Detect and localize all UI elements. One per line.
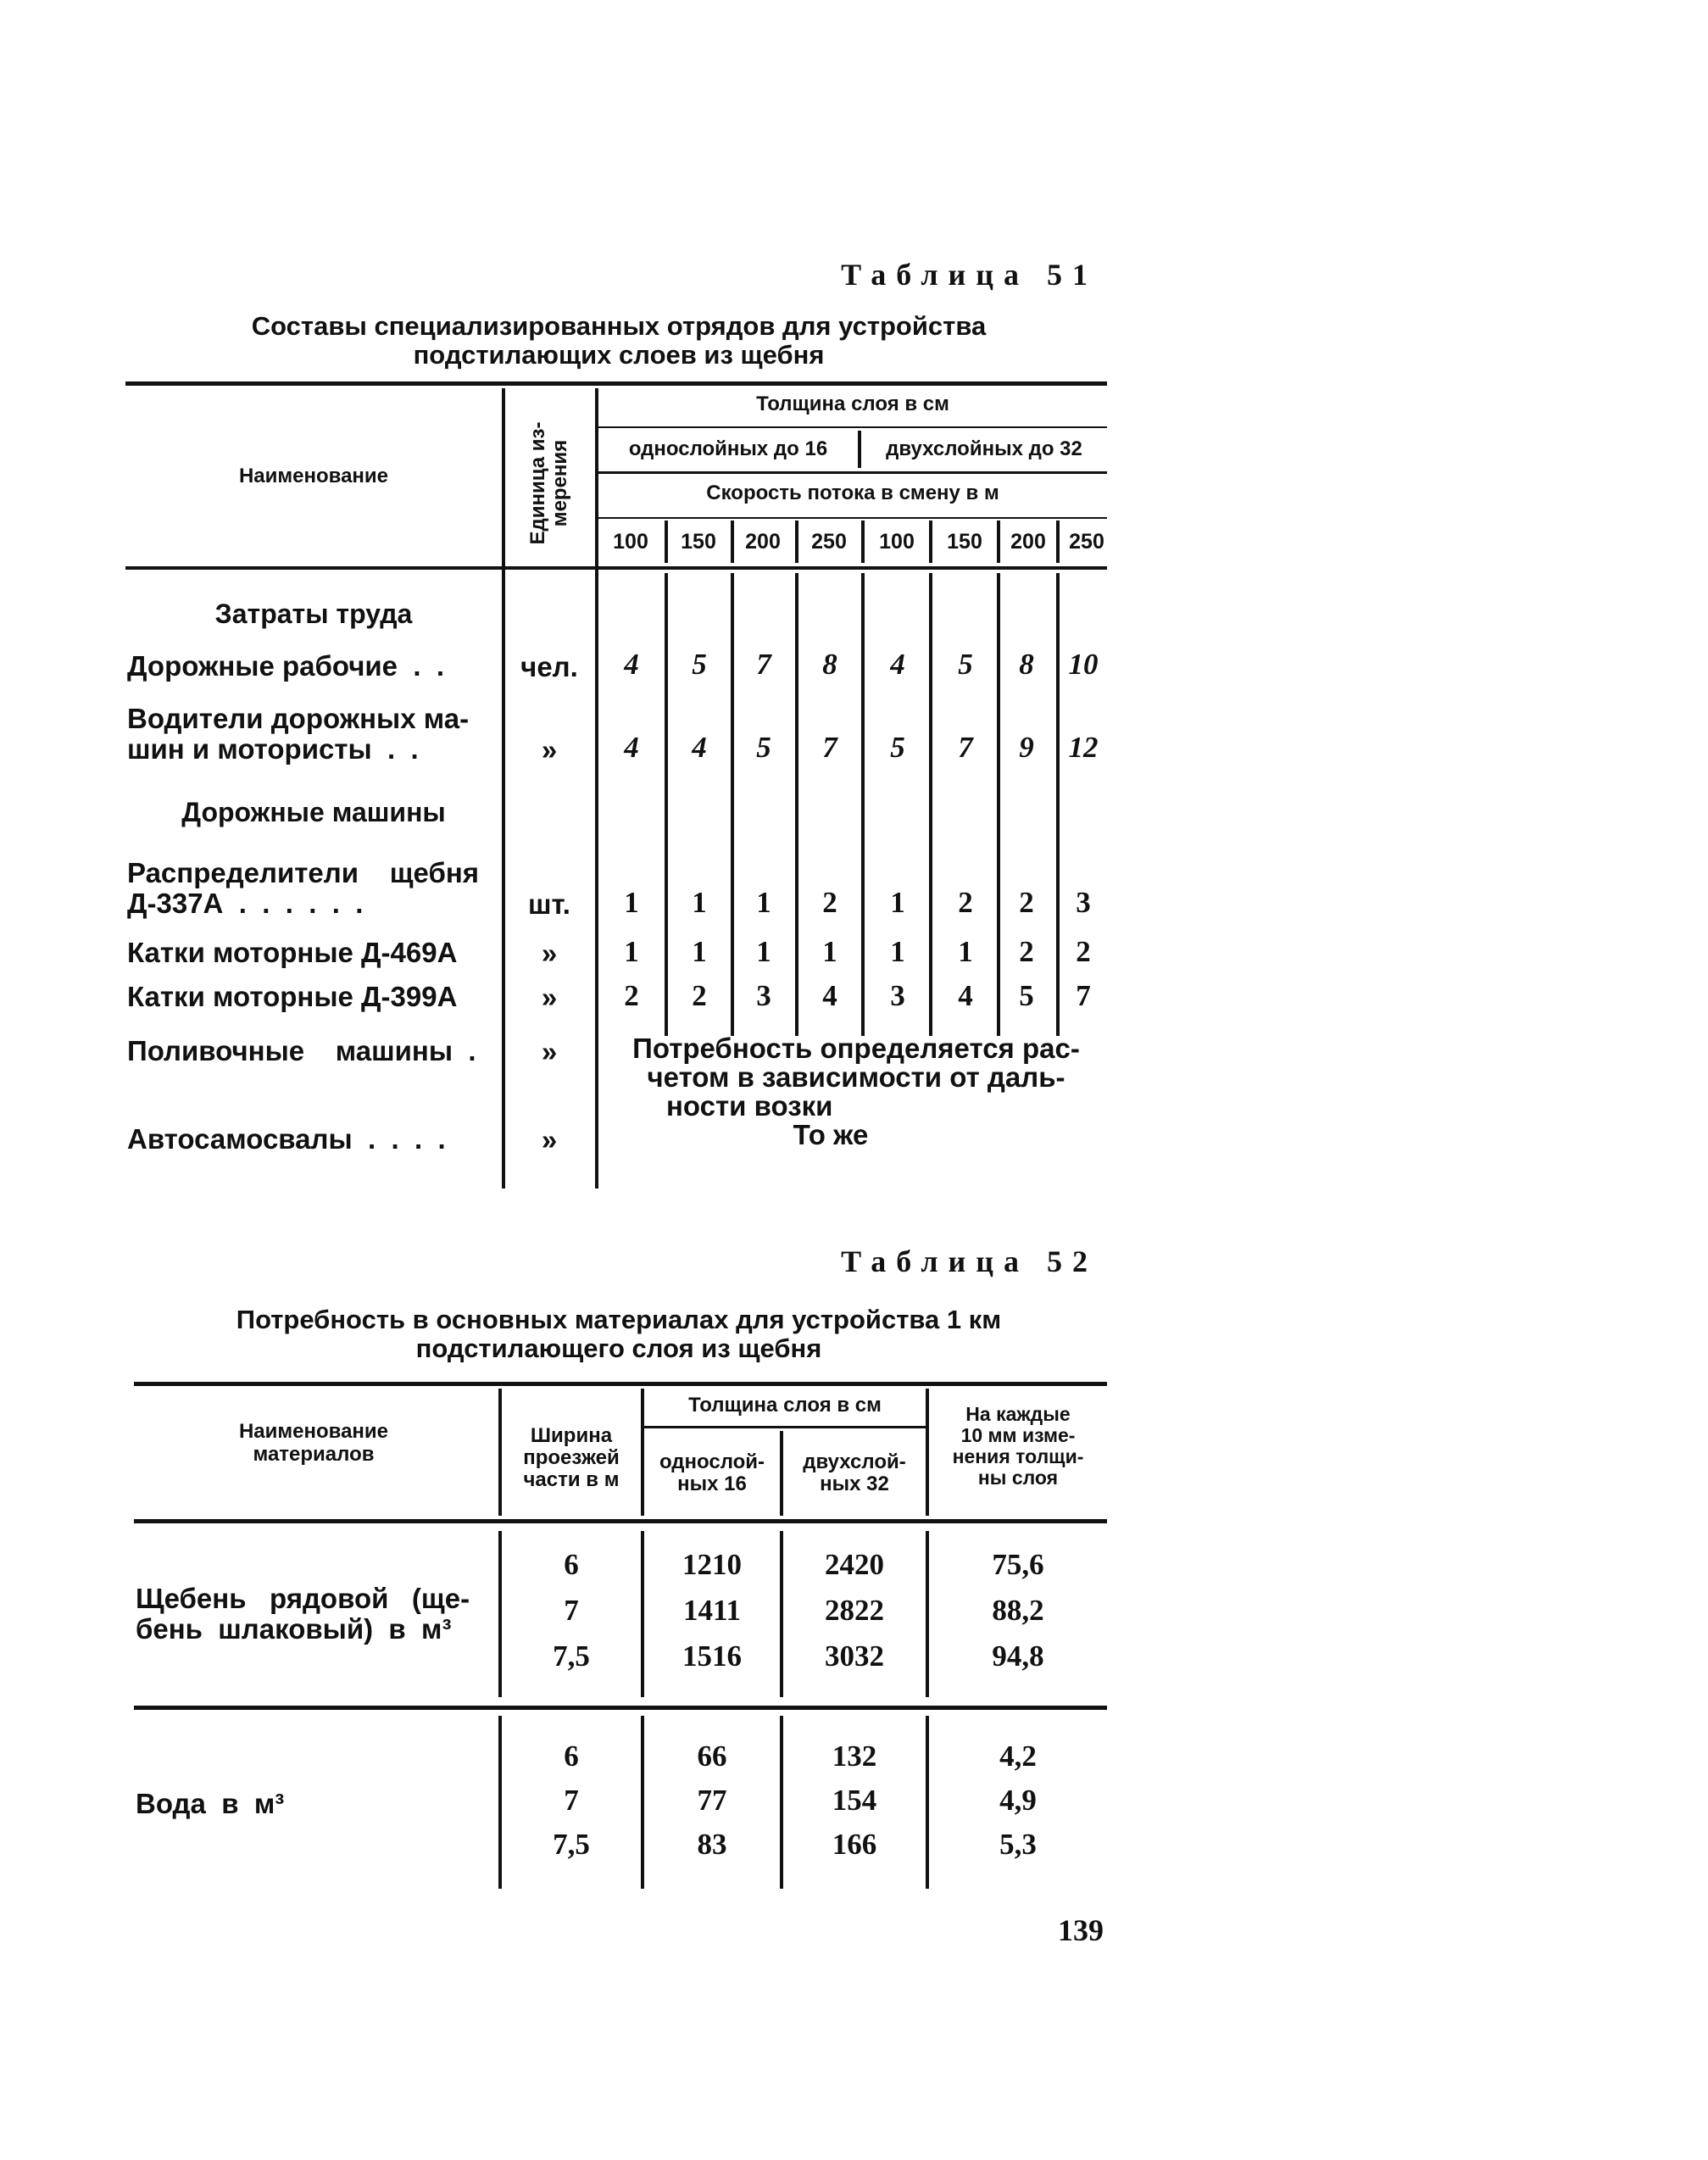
table51-cell: 1 xyxy=(692,886,707,919)
table51-row-label: Катки моторные Д-469А xyxy=(127,937,458,968)
table51-cell: 7 xyxy=(822,731,837,764)
table51-header-single: однослойных до 16 xyxy=(628,437,828,460)
table51-note: Потребность определяется рас- четом в зависимости от даль- ности возки xyxy=(632,1033,1080,1122)
table51-cell: 8 xyxy=(822,648,837,681)
table52-header-per10: На каждые 10 мм изме- нения толщи- ны слоя xyxy=(952,1403,1084,1489)
table51-row-label: Автосамосвалы . . . . xyxy=(127,1123,446,1155)
table52-cell: 5,3 xyxy=(999,1828,1037,1861)
table51-cell: 5 xyxy=(1019,979,1034,1012)
table52-cell: 154 xyxy=(832,1784,877,1817)
table51-cell: 1 xyxy=(822,935,837,968)
table51-cell: 2 xyxy=(624,979,639,1012)
table51-vline-values xyxy=(595,388,598,1189)
table51-header-double: двухслойных до 32 xyxy=(886,437,1082,460)
table51-speed-5: 100 xyxy=(879,530,915,554)
table52-cell: 94,8 xyxy=(992,1639,1044,1673)
table51-cell: 5 xyxy=(890,731,905,764)
table51-cell: 1 xyxy=(890,935,905,968)
table52-cell: 132 xyxy=(832,1740,877,1773)
table51-speed-6: 150 xyxy=(947,530,982,554)
table52-cell: 2420 xyxy=(825,1548,884,1581)
table51-cell: 8 xyxy=(1019,648,1034,681)
table51-cell: 5 xyxy=(692,648,707,681)
table51-cell: 4 xyxy=(692,731,707,764)
table51-section-labor: Затраты труда xyxy=(214,598,413,629)
table51-cell: 3 xyxy=(890,979,905,1012)
table52-group-label: Вода в м³ xyxy=(136,1788,285,1819)
table51-row-label: Распределители щебня Д-337А . . . . . . xyxy=(127,857,480,919)
table51-cell: 1 xyxy=(756,935,771,968)
table51-cell: 10 xyxy=(1068,648,1099,681)
table52-cell: 7,5 xyxy=(553,1639,590,1673)
table52-title: Потребность в основных материалах для устройства 1 км подстилающего слоя из щебня xyxy=(236,1305,1002,1363)
table51-cell: 3 xyxy=(756,979,771,1012)
table51-vline-h6 xyxy=(997,521,1000,563)
table52-cell: 7 xyxy=(564,1594,579,1627)
table51-speed-7: 200 xyxy=(1010,530,1046,554)
table51-cell: 1 xyxy=(756,886,771,919)
table52-cell: 88,2 xyxy=(992,1594,1044,1627)
table52-cell: 2822 xyxy=(825,1594,884,1627)
table52-header-width: Ширина проезжей части в м xyxy=(523,1424,620,1491)
table51-speed-8: 250 xyxy=(1069,530,1104,554)
table52-cell: 77 xyxy=(697,1784,727,1817)
table51-section-machines: Дорожные машины xyxy=(181,797,446,827)
table51-cell: 4 xyxy=(624,731,639,764)
table51-sub-rule3 xyxy=(595,517,1107,519)
table51-cell: 1 xyxy=(890,886,905,919)
table52-cell: 7 xyxy=(564,1784,579,1817)
table51-header-thickness: Толщина слоя в см xyxy=(756,392,949,415)
table51-vline-h5 xyxy=(929,521,932,563)
table52-cell: 4,9 xyxy=(999,1784,1037,1817)
table51-cell: 2 xyxy=(1019,886,1034,919)
table51-cell: 5 xyxy=(756,731,771,764)
table51-cell: 1 xyxy=(624,886,639,919)
table51-row-label: Поливочные машины . xyxy=(127,1035,476,1066)
table52-header-double: двухслой- ных 32 xyxy=(803,1450,906,1495)
table51-sub-rule1 xyxy=(595,426,1107,428)
table51-row-unit: » xyxy=(541,1036,558,1067)
table51-row-label: Катки моторные Д-399А xyxy=(127,981,458,1012)
table51-number: Таблица 51 xyxy=(841,258,1098,292)
table51-cell: 2 xyxy=(1019,935,1034,968)
table51-row-unit: » xyxy=(541,1124,558,1155)
table51-cell: 1 xyxy=(692,935,707,968)
table51-cell: 4 xyxy=(958,979,973,1012)
table51-cell: 2 xyxy=(1076,935,1091,968)
table52-cell: 6 xyxy=(564,1548,579,1581)
table51-vline-h4 xyxy=(861,521,865,563)
table52-cell: 6 xyxy=(564,1740,579,1773)
table52-cell: 7,5 xyxy=(553,1828,590,1861)
table51-cell: 12 xyxy=(1068,731,1099,764)
table52-header-single: однослой- ных 16 xyxy=(659,1450,765,1495)
table52-cell: 166 xyxy=(832,1828,877,1861)
table51-row-unit: чел. xyxy=(520,651,578,682)
table51-vline-h7 xyxy=(1056,521,1060,563)
table51-same: То же xyxy=(793,1119,869,1150)
table52-cell: 1411 xyxy=(682,1594,742,1627)
table51-vline-h2 xyxy=(731,521,734,563)
table51-header-unit: Единица из-мерения xyxy=(526,421,571,545)
table51-row-unit: » xyxy=(541,982,558,1013)
table51-header-speed: Скорость потока в смену в м xyxy=(706,482,999,504)
table52-group-rule xyxy=(134,1706,1107,1710)
table51-cell: 2 xyxy=(958,886,973,919)
table52-cell: 3032 xyxy=(825,1639,884,1673)
table52-top-rule xyxy=(134,1382,1107,1386)
table52-header-rule xyxy=(134,1519,1107,1523)
table51-cell: 1 xyxy=(624,935,639,968)
table51-row-label: Водители дорожных ма- шин и мотористы . . xyxy=(127,703,470,765)
table51-top-rule xyxy=(125,381,1107,386)
table51-cell: 5 xyxy=(958,648,973,681)
table52-sub-rule xyxy=(644,1426,926,1428)
table51-vline-unit xyxy=(502,388,505,1189)
table51-cell: 3 xyxy=(1076,886,1091,919)
table52-cell: 66 xyxy=(697,1740,727,1773)
table51-row-label: Дорожные рабочие . . xyxy=(127,650,445,682)
table52-number: Таблица 52 xyxy=(841,1244,1098,1278)
table51-speed-1: 100 xyxy=(613,530,648,554)
table51-speed-2: 150 xyxy=(681,530,716,554)
table52-cell: 4,2 xyxy=(999,1740,1037,1773)
table51-speed-4: 250 xyxy=(811,530,847,554)
table52-cell: 1210 xyxy=(682,1548,742,1581)
table51-cell: 7 xyxy=(1076,979,1091,1012)
table51-cell: 4 xyxy=(890,648,905,681)
table51-title: Составы специализированных отрядов для устройства подстилающих слоев из щебня xyxy=(251,311,987,370)
table51-cell: 7 xyxy=(958,731,973,764)
table51-cell: 7 xyxy=(756,648,771,681)
table51-cell: 4 xyxy=(624,648,639,681)
table51-cell: 9 xyxy=(1019,731,1034,764)
table51-header-rule xyxy=(125,566,1107,570)
table51-header-name: Наименование xyxy=(238,465,389,487)
page-number: 139 xyxy=(1058,1913,1104,1947)
table51-cell: 1 xyxy=(958,935,973,968)
table51-cell: 2 xyxy=(822,886,837,919)
table51-row-unit: шт. xyxy=(528,888,570,920)
table51-vline-h3 xyxy=(795,521,798,563)
table51-cell: 4 xyxy=(822,979,837,1012)
table51-vline-h1 xyxy=(665,521,668,563)
table52-header-thickness: Толщина слоя в см xyxy=(688,1394,882,1417)
table51-cell: 2 xyxy=(692,979,707,1012)
table51-sub-rule2 xyxy=(595,471,1107,474)
table51-row-unit: » xyxy=(541,938,558,969)
table52-cell: 75,6 xyxy=(992,1548,1044,1581)
table52-cell: 1516 xyxy=(682,1639,742,1673)
table52-group-label: Щебень рядовой (ще- бень шлаковый) в м³ xyxy=(136,1583,470,1645)
table51-row-unit: » xyxy=(541,734,558,765)
table51-speed-3: 200 xyxy=(745,530,781,554)
table52-cell: 83 xyxy=(697,1828,727,1861)
table52-header-name: Наименование материалов xyxy=(238,1420,389,1466)
